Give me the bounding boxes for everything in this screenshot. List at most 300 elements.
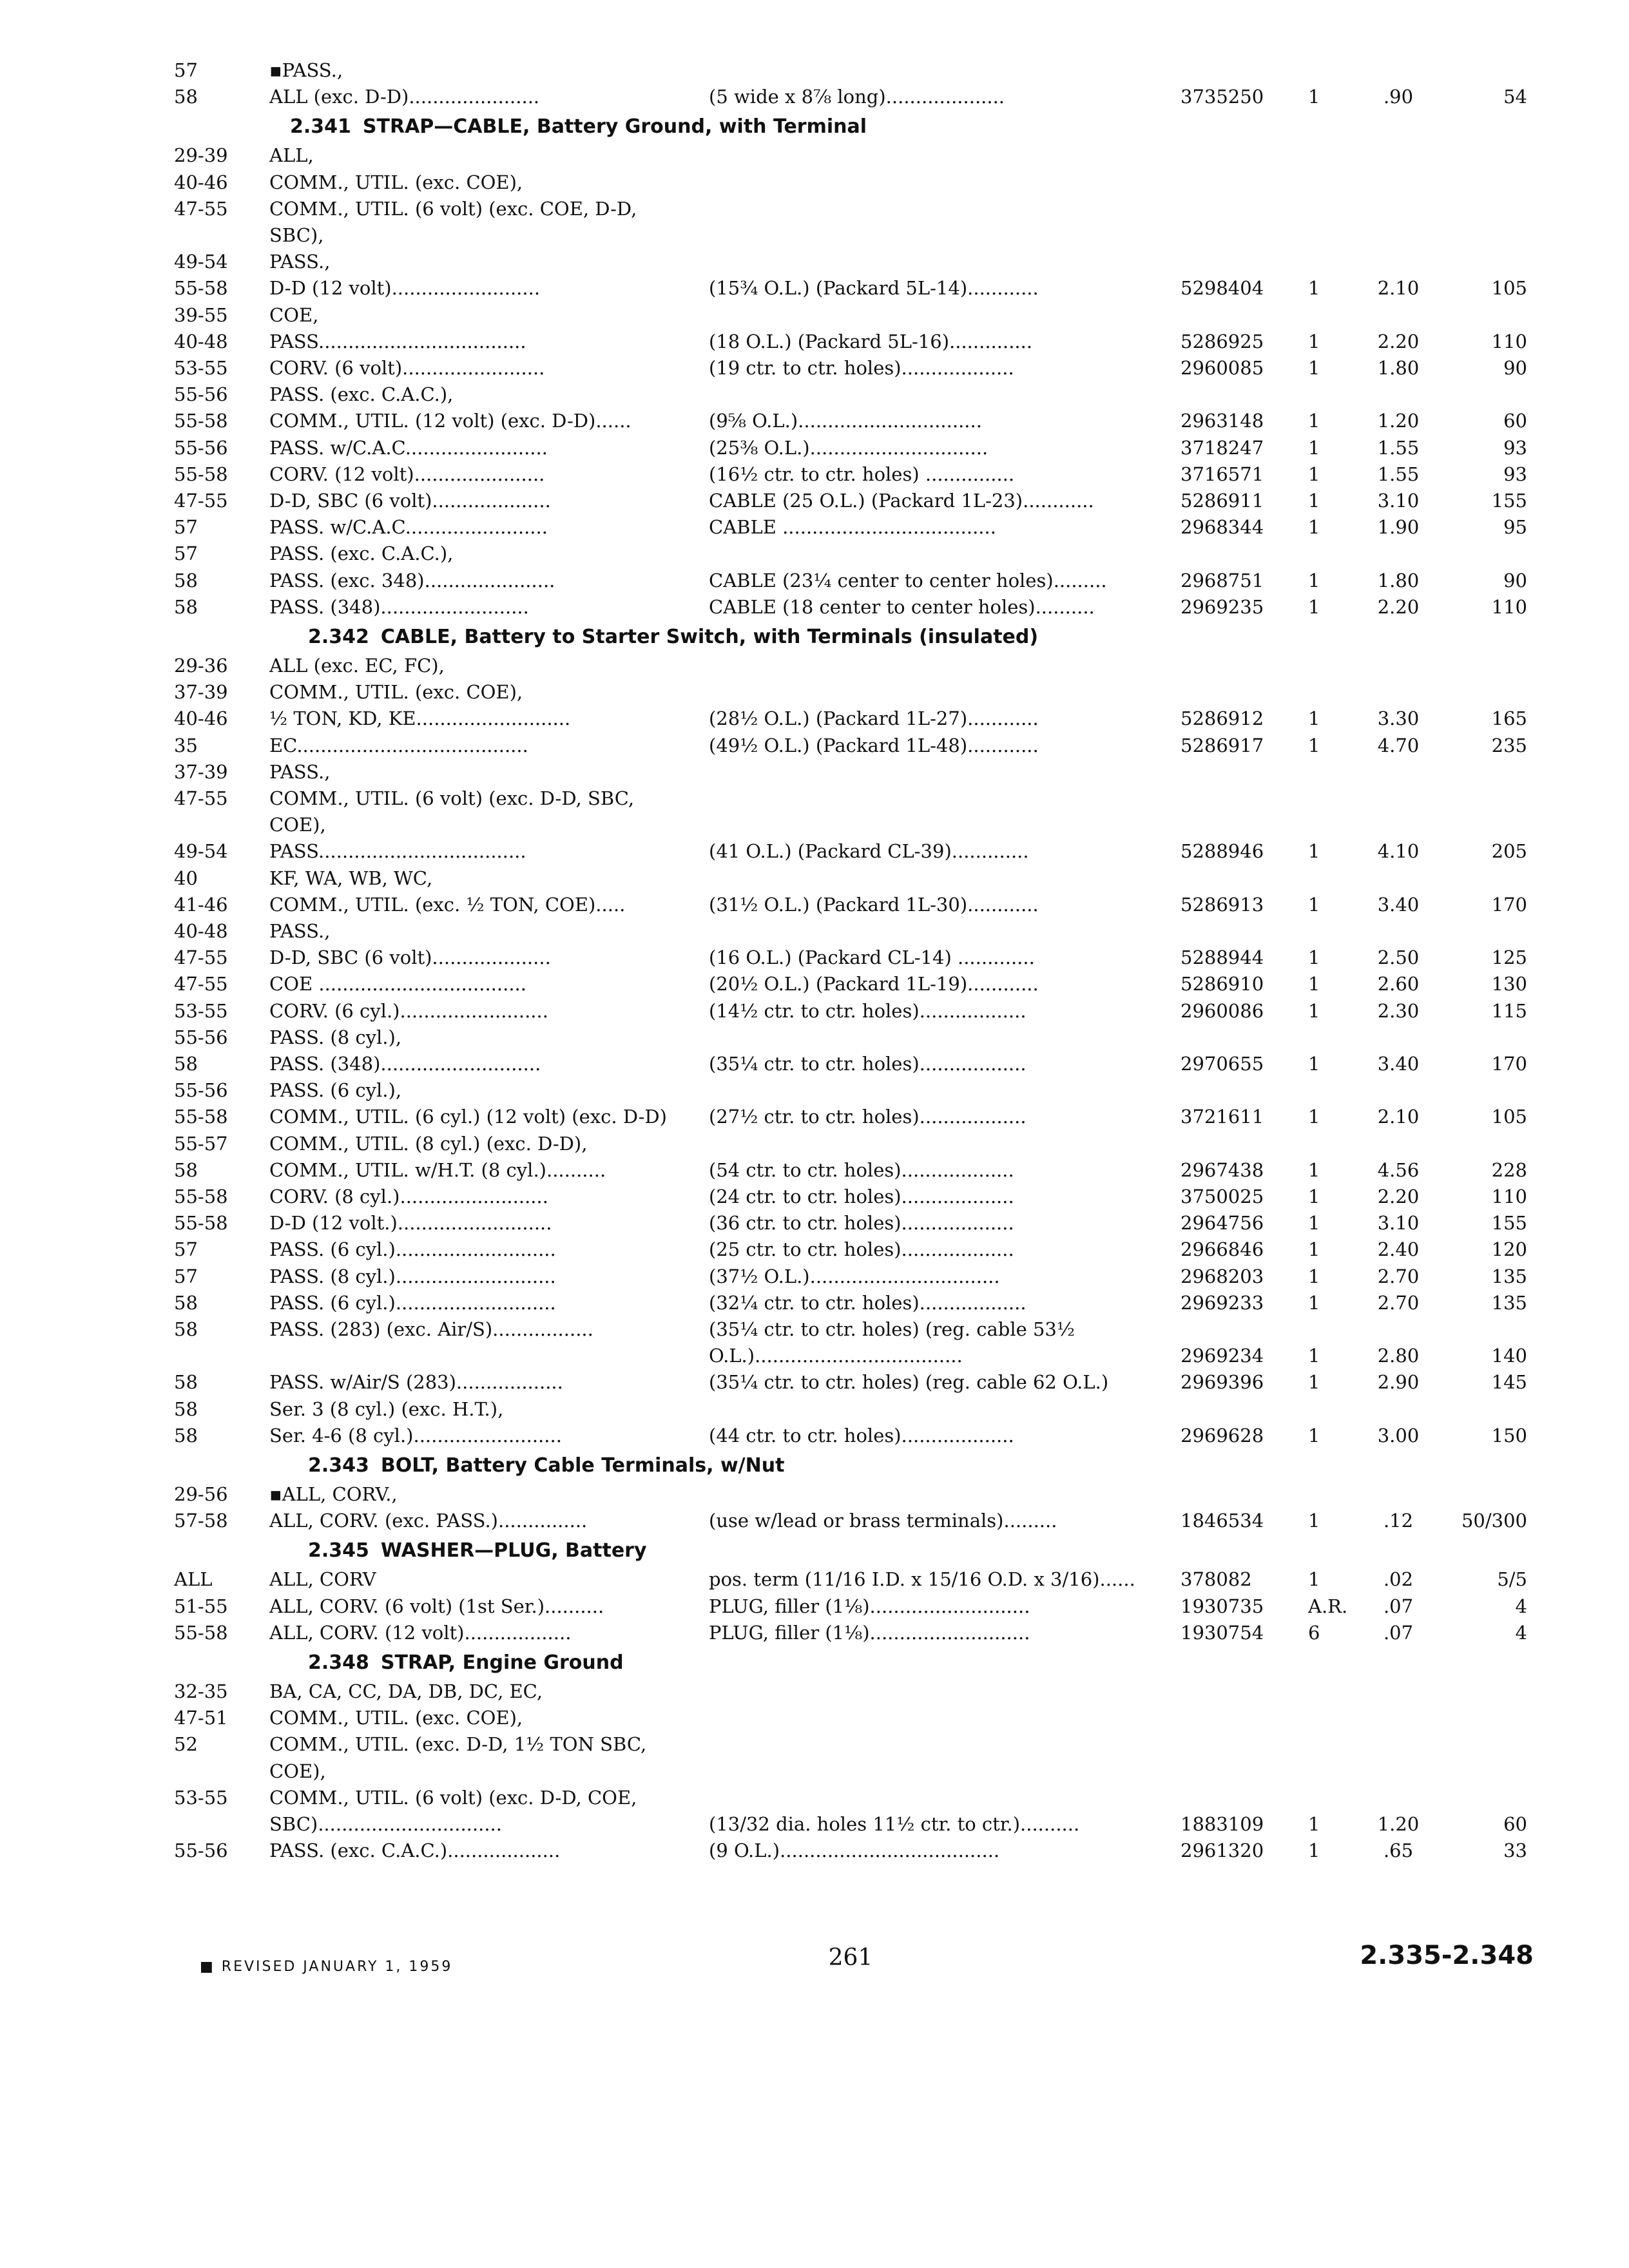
catalog-row (0, 838, 1629, 865)
year-range: 55-56 (174, 436, 228, 459)
list-price: 4 (1515, 1621, 1527, 1644)
part-number: 5286913 (1181, 893, 1264, 916)
part-description: (25⅜ O.L.).............................. (709, 436, 988, 459)
year-range: 29-39 (174, 144, 228, 167)
unit-price: 2.50 (1377, 947, 1420, 969)
year-range: 29-36 (174, 655, 228, 677)
part-description: (37½ O.L.)................................ (709, 1265, 1000, 1287)
catalog-row (0, 434, 1629, 461)
list-price: 110 (1491, 330, 1527, 352)
part-description: (35¼ ctr. to ctr. holes).................. (709, 1053, 1027, 1075)
model-application: PASS. w/C.A.C........................ (269, 436, 548, 459)
list-price: 60 (1503, 1813, 1527, 1835)
catalog-row (0, 1731, 1629, 1758)
part-number: 2969234 (1181, 1345, 1264, 1367)
year-range: 47-55 (174, 947, 228, 969)
model-application: ALL, CORV. (12 volt).................. (269, 1621, 572, 1644)
year-range: 57-58 (174, 1510, 228, 1532)
unit-price: 4.56 (1377, 1158, 1420, 1181)
part-number: 2960086 (1181, 999, 1264, 1022)
catalog-row (0, 83, 1629, 110)
part-number: 2969628 (1181, 1424, 1264, 1446)
year-range: 58 (174, 569, 198, 591)
list-price: 93 (1503, 463, 1527, 485)
unit-price: 3.10 (1377, 490, 1420, 512)
list-price: 150 (1491, 1424, 1527, 1446)
part-description: (13/32 dia. holes 11½ ctr. to ctr.).......... (709, 1813, 1080, 1835)
section-number: 2.343 (308, 1454, 369, 1477)
quantity: 1 (1308, 1345, 1320, 1367)
model-application: COMM., UTIL. (6 volt) (exc. D-D, COE, (269, 1786, 637, 1809)
revision-note: ■ REVISED JANUARY 1, 1959 (200, 1959, 453, 1975)
unit-price: 1.80 (1377, 569, 1420, 591)
model-application: COMM., UTIL. w/H.T. (8 cyl.).......... (269, 1158, 606, 1181)
year-range: 55-56 (174, 383, 228, 406)
model-application: ALL (exc. EC, FC), (269, 655, 445, 677)
year-range: 53-55 (174, 999, 228, 1022)
unit-price: .07 (1383, 1595, 1414, 1617)
model-application: SBC), (269, 224, 324, 246)
year-range: 57 (174, 1238, 198, 1261)
unit-price: 2.40 (1377, 1238, 1420, 1261)
catalog-row (0, 407, 1629, 434)
catalog-row (0, 1263, 1629, 1290)
part-description: (18 O.L.) (Packard 5L-16).............. (709, 330, 1033, 352)
year-range: 58 (174, 1424, 198, 1446)
catalog-row (0, 678, 1629, 706)
unit-price: 2.90 (1377, 1371, 1420, 1394)
model-application: ALL, CORV. (exc. PASS.)............... (269, 1510, 588, 1532)
part-description: (25 ctr. to ctr. holes)................... (709, 1238, 1014, 1261)
quantity: 1 (1308, 277, 1320, 300)
list-price: 110 (1491, 1186, 1527, 1207)
model-application: CORV. (12 volt)...................... (269, 463, 545, 485)
quantity: 1 (1308, 436, 1320, 459)
list-price: 105 (1491, 1106, 1527, 1128)
catalog-row (0, 1784, 1629, 1811)
year-range: 55-58 (174, 1212, 228, 1235)
section-heading (308, 1536, 647, 1566)
year-range: 55-58 (174, 410, 228, 432)
part-number: 5288946 (1181, 840, 1264, 863)
section-heading (290, 112, 867, 142)
unit-price: 3.40 (1377, 1053, 1420, 1075)
model-application: COMM., UTIL. (8 cyl.) (exc. D-D), (269, 1132, 588, 1155)
part-number: 3750025 (1181, 1186, 1264, 1207)
section-title: CABLE, Battery to Starter Switch, with Terminals (insulated) (380, 626, 1039, 648)
model-application: PASS., (269, 760, 331, 783)
list-price: 145 (1491, 1371, 1527, 1394)
catalog-row (0, 1396, 1629, 1423)
part-number: 2967438 (1181, 1158, 1264, 1181)
year-range: 51-55 (174, 1595, 228, 1617)
year-range: 32-35 (174, 1680, 228, 1702)
part-number: 1846534 (1181, 1510, 1264, 1532)
catalog-row (0, 195, 1629, 222)
catalog-row (0, 169, 1629, 196)
model-application: COMM., UTIL. (6 volt) (exc. D-D, SBC, (269, 787, 635, 809)
part-description: (32¼ ctr. to ctr. holes).................. (709, 1291, 1027, 1314)
model-application: COE, (269, 303, 319, 326)
year-range: 47-55 (174, 787, 228, 809)
unit-price: 1.90 (1377, 516, 1420, 539)
list-price: 130 (1491, 973, 1527, 995)
list-price: 135 (1491, 1291, 1527, 1314)
list-price: 5/5 (1497, 1568, 1527, 1591)
model-application: COMM., UTIL. (12 volt) (exc. D-D)...... (269, 410, 631, 432)
list-price: 4 (1515, 1595, 1527, 1617)
list-price: 50/300 (1461, 1510, 1527, 1532)
model-application: PASS. (348)........................... (269, 1053, 541, 1075)
model-application: PASS. w/C.A.C........................ (269, 516, 548, 539)
list-price: 155 (1491, 490, 1527, 512)
list-price: 110 (1491, 595, 1527, 618)
year-range: 55-58 (174, 1186, 228, 1207)
year-range: 55-56 (174, 1026, 228, 1048)
catalog-row (0, 567, 1629, 594)
section-title: WASHER—PLUG, Battery (380, 1539, 647, 1562)
part-number: 5288944 (1181, 947, 1264, 969)
quantity: 1 (1308, 973, 1320, 995)
catalog-row (0, 732, 1629, 759)
part-description: (31½ O.L.) (Packard 1L-30)............ (709, 893, 1039, 916)
part-number: 2968751 (1181, 569, 1264, 591)
unit-price: 1.80 (1377, 357, 1420, 379)
part-description: (49½ O.L.) (Packard 1L-48)............ (709, 734, 1039, 756)
year-range: 57 (174, 1265, 198, 1287)
model-application: ALL (exc. D-D)...................... (269, 86, 540, 108)
part-description: (use w/lead or brass terminals)......... (709, 1510, 1057, 1532)
catalog-row (0, 944, 1629, 971)
year-range: 53-55 (174, 1786, 228, 1809)
part-number: 5286911 (1181, 490, 1264, 512)
unit-price: 1.55 (1377, 436, 1420, 459)
year-range: 58 (174, 595, 198, 618)
year-range: 58 (174, 1291, 198, 1314)
catalog-row (0, 1289, 1629, 1316)
part-description: PLUG, filler (1⅛)........................... (709, 1621, 1030, 1644)
year-range: 41-46 (174, 893, 228, 916)
model-application: CORV. (8 cyl.)......................... (269, 1186, 548, 1207)
unit-price: 1.55 (1377, 463, 1420, 485)
section-range: 2.335-2.348 (1360, 1941, 1534, 1970)
part-number: 2961320 (1181, 1840, 1264, 1862)
catalog-row (0, 705, 1629, 732)
part-number: 5286925 (1181, 330, 1264, 352)
catalog-row (0, 1077, 1629, 1104)
catalog-row (0, 1183, 1629, 1210)
unit-price: 2.10 (1377, 1106, 1420, 1128)
catalog-row (0, 1050, 1629, 1077)
model-application: PASS., (269, 251, 331, 273)
unit-price: 2.70 (1377, 1265, 1420, 1287)
year-range: 55-58 (174, 277, 228, 300)
catalog-row (0, 865, 1629, 892)
unit-price: 2.20 (1377, 330, 1420, 352)
year-range: 58 (174, 1371, 198, 1394)
part-description: (9 O.L.)..................................... (709, 1840, 1000, 1862)
quantity: 1 (1308, 595, 1320, 618)
model-application: PASS. (6 cyl.)........................... (269, 1238, 556, 1261)
catalog-row (0, 461, 1629, 488)
model-application: COE), (269, 1760, 326, 1782)
catalog-row (0, 487, 1629, 514)
unit-price: 2.70 (1377, 1291, 1420, 1314)
quantity: 1 (1308, 357, 1320, 379)
part-number: 2969396 (1181, 1371, 1264, 1394)
part-description: (41 O.L.) (Packard CL-39)............. (709, 840, 1029, 863)
model-application: PASS. (8 cyl.)........................... (269, 1265, 556, 1287)
year-range: 39-55 (174, 303, 228, 326)
part-description: (19 ctr. to ctr. holes)................... (709, 357, 1014, 379)
year-range: 40-48 (174, 330, 228, 352)
part-number: 2969235 (1181, 595, 1264, 618)
quantity: 1 (1308, 1158, 1320, 1181)
part-number: 5286912 (1181, 707, 1264, 730)
list-price: 90 (1503, 357, 1527, 379)
catalog-row (0, 1704, 1629, 1731)
part-description: (16½ ctr. to ctr. holes) ............... (709, 463, 1015, 485)
part-description: (44 ctr. to ctr. holes)................... (709, 1424, 1014, 1446)
catalog-row (0, 1593, 1629, 1620)
quantity: 1 (1308, 516, 1320, 539)
list-price: 115 (1491, 999, 1527, 1022)
year-range: 49-54 (174, 840, 228, 863)
quantity: 1 (1308, 330, 1320, 352)
catalog-row (0, 1619, 1629, 1646)
catalog-row (0, 1024, 1629, 1051)
unit-price: 4.10 (1377, 840, 1420, 863)
model-application: ▪ALL, CORV., (269, 1483, 398, 1505)
catalog-row (0, 997, 1629, 1024)
list-price: 93 (1503, 436, 1527, 459)
part-description: CABLE (23¼ center to center holes)......... (709, 569, 1107, 591)
model-application: PASS. (6 cyl.), (269, 1079, 402, 1102)
model-application: D-D, SBC (6 volt).................... (269, 947, 551, 969)
catalog-row (0, 57, 1629, 84)
quantity: 6 (1308, 1621, 1320, 1644)
catalog-row (0, 1209, 1629, 1236)
list-price: 125 (1491, 947, 1527, 969)
section-title: STRAP, Engine Ground (380, 1651, 624, 1674)
catalog-row (0, 381, 1629, 408)
catalog-row (0, 142, 1629, 169)
catalog-row (0, 1342, 1629, 1369)
quantity: 1 (1308, 734, 1320, 756)
quantity: 1 (1308, 1238, 1320, 1261)
year-range: 35 (174, 734, 198, 756)
year-range: 40-46 (174, 707, 228, 730)
year-range: 58 (174, 86, 198, 108)
year-range: 40-48 (174, 920, 228, 942)
model-application: COMM., UTIL. (exc. COE), (269, 681, 523, 704)
part-description: (14½ ctr. to ctr. holes).................. (709, 999, 1027, 1022)
model-application: ALL, CORV (269, 1568, 376, 1591)
catalog-row (0, 1236, 1629, 1263)
part-number: 3721611 (1181, 1106, 1264, 1128)
list-price: 140 (1491, 1345, 1527, 1367)
model-application: D-D (12 volt)......................... (269, 277, 541, 300)
year-range: 53-55 (174, 357, 228, 379)
year-range: 47-55 (174, 973, 228, 995)
quantity: A.R. (1308, 1595, 1348, 1617)
list-price: 135 (1491, 1265, 1527, 1287)
list-price: 95 (1503, 516, 1527, 539)
model-application: CORV. (6 cyl.)......................... (269, 999, 548, 1022)
part-number: 1883109 (1181, 1813, 1264, 1835)
unit-price: 1.20 (1377, 410, 1420, 432)
part-description: (9⅝ O.L.)............................... (709, 410, 982, 432)
quantity: 1 (1308, 1212, 1320, 1235)
part-number: 1930735 (1181, 1595, 1264, 1617)
part-description: (35¼ ctr. to ctr. holes) (reg. cable 62 O.L.) (709, 1371, 1109, 1394)
list-price: 235 (1491, 734, 1527, 756)
catalog-row (0, 1678, 1629, 1705)
model-application: COMM., UTIL. (6 volt) (exc. COE, D-D, (269, 197, 637, 220)
model-application: COMM., UTIL. (exc. ½ TON, COE)..... (269, 893, 626, 916)
section-title: STRAP—CABLE, Battery Ground, with Terminal (362, 115, 867, 139)
year-range: 57 (174, 59, 198, 81)
year-range: 29-56 (174, 1483, 228, 1505)
part-description: PLUG, filler (1⅛)........................... (709, 1595, 1030, 1617)
model-application: ½ TON, KD, KE.......................... (269, 707, 571, 730)
quantity: 1 (1308, 1186, 1320, 1207)
catalog-row (0, 918, 1629, 945)
year-range: 58 (174, 1398, 198, 1420)
model-application: D-D, SBC (6 volt).................... (269, 490, 551, 512)
year-range: 55-58 (174, 1621, 228, 1644)
part-description: pos. term (11/16 I.D. x 15/16 O.D. x 3/16)...... (709, 1568, 1135, 1591)
model-application: PASS................................... (269, 330, 526, 352)
part-description: (24 ctr. to ctr. holes)................... (709, 1186, 1014, 1207)
catalog-row (0, 1566, 1629, 1593)
part-number: 3735250 (1181, 86, 1264, 108)
model-application: ALL, (269, 144, 314, 167)
quantity: 1 (1308, 490, 1320, 512)
list-price: 165 (1491, 707, 1527, 730)
model-application: PASS. (exc. C.A.C.), (269, 383, 454, 406)
year-range: 40-46 (174, 171, 228, 193)
catalog-row (0, 302, 1629, 329)
part-number: 2963148 (1181, 410, 1264, 432)
model-application: PASS. (283) (exc. Air/S)................. (269, 1318, 593, 1340)
part-number: 2960085 (1181, 357, 1264, 379)
catalog-row (0, 1157, 1629, 1184)
catalog-row (0, 652, 1629, 679)
quantity: 1 (1308, 1813, 1320, 1835)
part-description: (54 ctr. to ctr. holes)................... (709, 1158, 1014, 1181)
section-number: 2.348 (308, 1651, 369, 1674)
catalog-row (0, 1130, 1629, 1157)
catalog-row (0, 593, 1629, 620)
page-number: 261 (828, 1945, 873, 1971)
part-number: 2969233 (1181, 1291, 1264, 1314)
catalog-row (0, 1316, 1629, 1343)
part-number: 5298404 (1181, 277, 1264, 300)
model-application: PASS. (8 cyl.), (269, 1026, 402, 1048)
year-range: 55-58 (174, 1106, 228, 1128)
part-number: 3716571 (1181, 463, 1264, 485)
catalog-row (0, 811, 1629, 838)
quantity: 1 (1308, 893, 1320, 916)
unit-price: .07 (1383, 1621, 1414, 1644)
model-application: COMM., UTIL. (exc. COE), (269, 1707, 523, 1729)
year-range: 57 (174, 543, 198, 565)
part-description: (35¼ ctr. to ctr. holes) (reg. cable 53½ (709, 1318, 1075, 1340)
year-range: 57 (174, 516, 198, 539)
unit-price: .02 (1383, 1568, 1414, 1591)
unit-price: .65 (1383, 1840, 1414, 1862)
part-description: CABLE (18 center to center holes).......... (709, 595, 1095, 618)
model-application: SBC)............................... (269, 1813, 502, 1835)
catalog-row (0, 1103, 1629, 1130)
year-range: 55-56 (174, 1840, 228, 1862)
unit-price: 3.00 (1377, 1424, 1420, 1446)
model-application: PASS. (exc. 348)...................... (269, 569, 555, 591)
quantity: 1 (1308, 1568, 1320, 1591)
model-application: COMM., UTIL. (6 cyl.) (12 volt) (exc. D-D) (269, 1106, 667, 1128)
part-description: (5 wide x 8⅞ long).................... (709, 86, 1005, 108)
quantity: 1 (1308, 947, 1320, 969)
list-price: 54 (1503, 86, 1527, 108)
year-range: 55-57 (174, 1132, 228, 1155)
part-number: 5286910 (1181, 973, 1264, 995)
list-price: 120 (1491, 1238, 1527, 1261)
part-number: 378082 (1181, 1568, 1252, 1591)
quantity: 1 (1308, 1106, 1320, 1128)
year-range: 40 (174, 867, 198, 889)
part-number: 5286917 (1181, 734, 1264, 756)
quantity: 1 (1308, 840, 1320, 863)
part-description: (15¾ O.L.) (Packard 5L-14)............ (709, 277, 1039, 300)
model-application: COE ................................... (269, 973, 526, 995)
part-number: 2970655 (1181, 1053, 1264, 1075)
part-description: (36 ctr. to ctr. holes)................... (709, 1212, 1014, 1235)
part-number: 1930754 (1181, 1621, 1264, 1644)
model-application: KF, WA, WB, WC, (269, 867, 433, 889)
catalog-row (0, 1758, 1629, 1785)
model-application: PASS., (269, 920, 331, 942)
section-heading (308, 622, 1038, 652)
model-application: Ser. 3 (8 cyl.) (exc. H.T.), (269, 1398, 504, 1420)
year-range: 49-54 (174, 251, 228, 273)
part-number: 2966846 (1181, 1238, 1264, 1261)
part-description: CABLE (25 O.L.) (Packard 1L-23)............ (709, 490, 1094, 512)
part-description: (20½ O.L.) (Packard 1L-19)............ (709, 973, 1039, 995)
year-range: 58 (174, 1053, 198, 1075)
part-description: (16 O.L.) (Packard CL-14) ............. (709, 947, 1035, 969)
catalog-row (0, 1507, 1629, 1534)
catalog-row (0, 785, 1629, 812)
year-range: 47-55 (174, 490, 228, 512)
list-price: 205 (1491, 840, 1527, 863)
section-number: 2.342 (308, 626, 369, 648)
section-title: BOLT, Battery Cable Terminals, w/Nut (380, 1454, 785, 1477)
catalog-row (0, 514, 1629, 541)
year-range: ALL (174, 1568, 213, 1591)
model-application: COE), (269, 814, 326, 836)
section-number: 2.341 (290, 115, 351, 139)
model-application: PASS. (exc. C.A.C.)................... (269, 1840, 561, 1862)
catalog-row (0, 1481, 1629, 1508)
unit-price: 3.40 (1377, 893, 1420, 916)
model-application: EC....................................... (269, 734, 528, 756)
quantity: 1 (1308, 1371, 1320, 1394)
catalog-row (0, 354, 1629, 381)
catalog-row (0, 274, 1629, 302)
unit-price: 2.30 (1377, 999, 1420, 1022)
unit-price: 2.60 (1377, 973, 1420, 995)
